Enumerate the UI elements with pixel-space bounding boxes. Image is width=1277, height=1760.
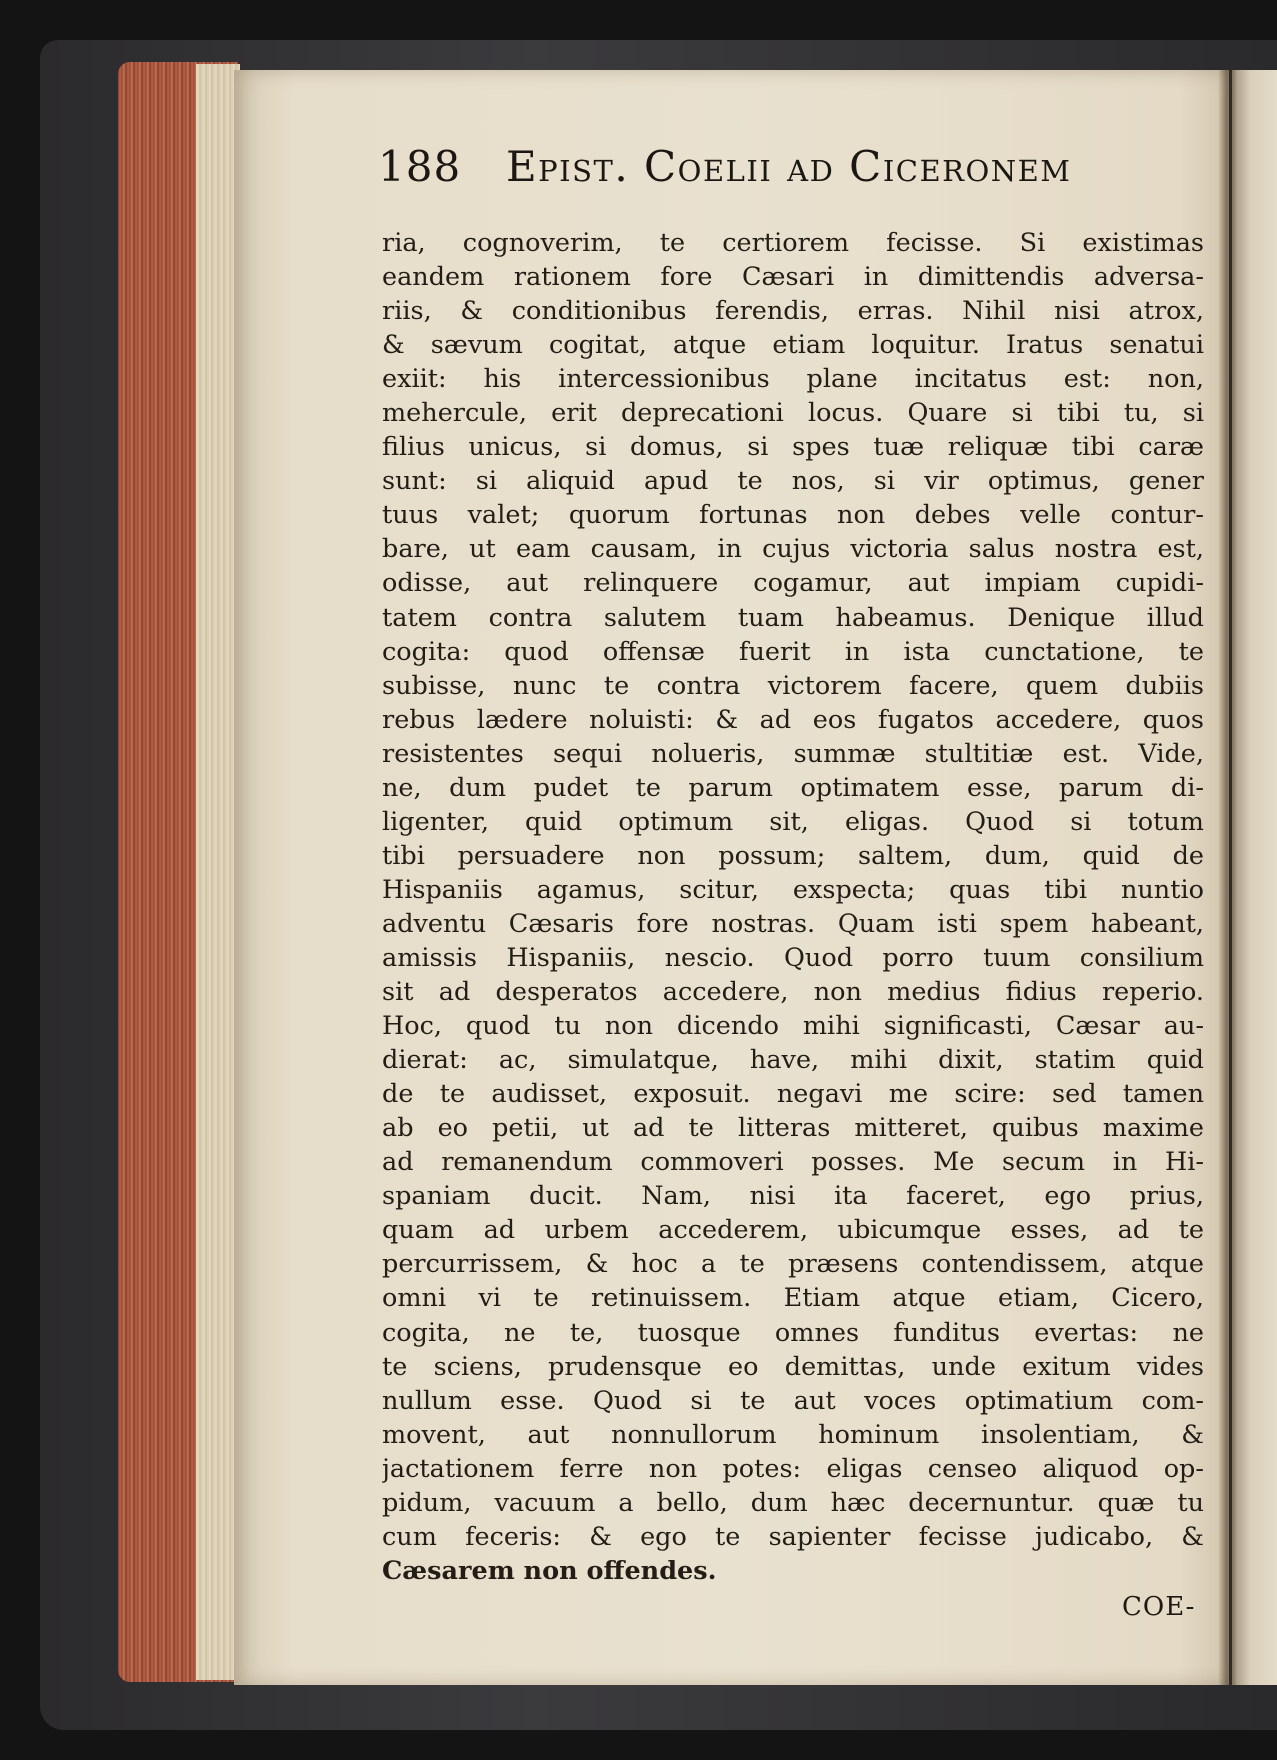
catchword: COE- xyxy=(1122,1592,1196,1622)
text-line: Cæsarem non offendes. xyxy=(382,1555,717,1586)
page-number: 188 xyxy=(378,142,462,191)
text-line: ne, dum pudet te parum optimatem esse, parum di- xyxy=(382,772,1204,803)
text-line: de te audisset, exposuit. negavi me scire: sed tamen xyxy=(382,1079,1204,1110)
text-line: adventu Cæsaris fore nostras. Quam isti spem habeant, xyxy=(382,908,1204,939)
text-line: exiit: his intercessionibus plane incitatus est: non, xyxy=(382,364,1204,395)
text-line: jactationem ferre non potes: eligas censeo aliquod op- xyxy=(382,1453,1204,1484)
text-line: filius unicus, si domus, si spes tuæ reliquæ tibi caræ xyxy=(382,432,1204,463)
text-line: quam ad urbem accederem, ubicumque esses, ad te xyxy=(382,1215,1204,1246)
text-line: nullum esse. Quod si te aut voces optimatium com- xyxy=(382,1385,1204,1416)
text-line: ligenter, quid optimum sit, eligas. Quod si totum xyxy=(382,806,1204,837)
page-header xyxy=(378,138,1118,202)
text-line: ab eo petii, ut ad te litteras mitteret, quibus maxime xyxy=(382,1113,1204,1144)
text-line: ria, cognoverim, te certiorem fecisse. Si existimas xyxy=(382,228,1204,258)
text-line: tibi persuadere non possum; saltem, dum, quid de xyxy=(382,840,1204,871)
text-line: tuus valet; quorum fortunas non debes velle contur- xyxy=(382,500,1204,531)
text-line: bare, ut eam causam, in cujus victoria salus nostra est, xyxy=(382,534,1204,565)
text-line: movent, aut nonnullorum hominum insolentiam, & xyxy=(382,1419,1204,1450)
text-line: Hoc, quod tu non dicendo mihi significasti, Cæsar au- xyxy=(382,1011,1204,1042)
letter-text xyxy=(382,226,1204,1588)
text-line: te sciens, prudensque eo demittas, unde exitum vides xyxy=(382,1351,1204,1382)
text-line: cum feceris: & ego te sapienter fecisse judicabo, & xyxy=(382,1521,1204,1552)
running-title: Epist. Coelii ad Ciceronem xyxy=(506,142,1072,191)
text-line: & sævum cogitat, atque etiam loquitur. Iratus senatui xyxy=(382,330,1204,361)
text-line: spaniam ducit. Nam, nisi ita faceret, ego prius, xyxy=(382,1181,1204,1212)
text-line: sunt: si aliquid apud te nos, si vir optimus, gener xyxy=(382,466,1204,497)
text-line: subisse, nunc te contra victorem facere, quem dubiis xyxy=(382,670,1204,701)
text-line: cogita, ne te, tuosque omnes funditus evertas: ne xyxy=(382,1317,1204,1348)
text-line: rebus lædere noluisti: & ad eos fugatos accedere, quos xyxy=(382,704,1204,735)
text-line: sit ad desperatos accedere, non medius fidius reperio. xyxy=(382,977,1204,1008)
text-line: cogita: quod offensæ fuerit in ista cunctatione, te xyxy=(382,636,1204,667)
text-line: odisse, aut relinquere cogamur, aut impiam cupidi- xyxy=(382,568,1204,599)
text-line: resistentes sequi nolueris, summæ stultitiæ est. Vide, xyxy=(382,738,1204,769)
text-line: mehercule, erit deprecationi locus. Quare si tibi tu, si xyxy=(382,398,1204,429)
text-line: pidum, vacuum a bello, dum hæc decernuntur. quæ tu xyxy=(382,1487,1204,1518)
facing-page-edge xyxy=(1232,70,1277,1685)
text-line: dierat: ac, simulatque, have, mihi dixit, statim quid xyxy=(382,1045,1204,1076)
text-line: ad remanendum commoveri posses. Me secum in Hi- xyxy=(382,1147,1204,1178)
text-line: tatem contra salutem tuam habeamus. Denique illud xyxy=(382,602,1204,633)
text-line: amissis Hispaniis, nescio. Quod porro tuum consilium xyxy=(382,942,1204,973)
text-line: riis, & conditionibus ferendis, erras. Nihil nisi atrox, xyxy=(382,296,1204,327)
text-line: Hispaniis agamus, scitur, exspecta; quas tibi nuntio xyxy=(382,874,1204,905)
book-gutter xyxy=(1218,70,1236,1685)
text-line: omni vi te retinuissem. Etiam atque etiam, Cicero, xyxy=(382,1283,1204,1314)
text-line: percurrissem, & hoc a te præsens contendissem, atque xyxy=(382,1249,1204,1280)
text-line: eandem rationem fore Cæsari in dimittendis adversa- xyxy=(382,262,1204,293)
